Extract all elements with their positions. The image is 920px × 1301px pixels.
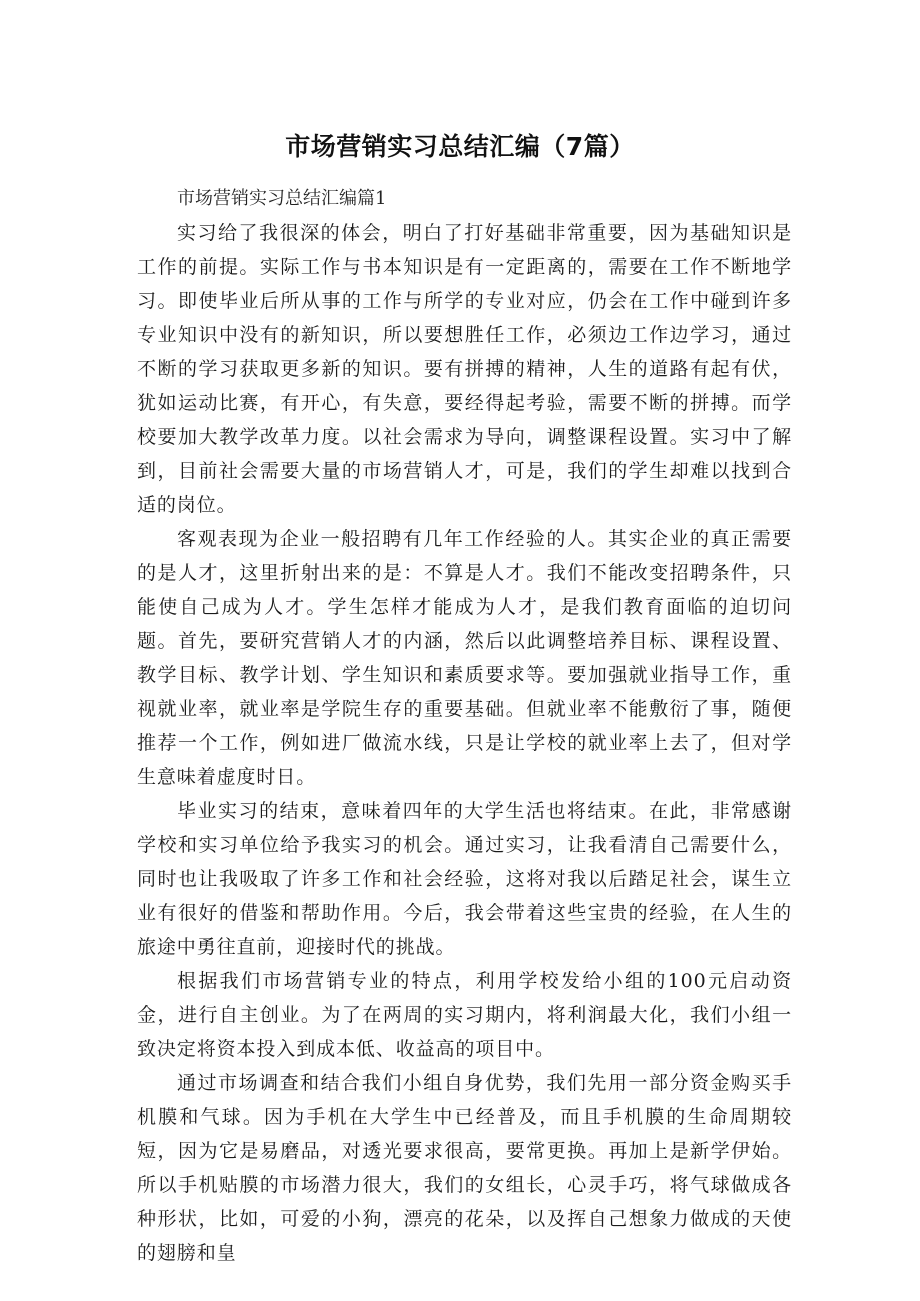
paragraph-3: 毕业实习的结束，意味着四年的大学生活也将结束。在此，非常感谢学校和实习单位给予我实习的机会。通过实习，让我看清自己需要什么，同时也让我吸取了许多工作和社会经验，这将对我以后踏足社会，谋生立业有很好的借鉴和帮助作用。今后，我会带着这些宝贵的经验，在人生的旅途中勇往直前，迎接时代的挑战。 — [137, 800, 792, 958]
paragraph-1: 实习给了我很深的体会，明白了打好基础非常重要，因为基础知识是工作的前提。实际工作与书本知识是有一定距离的，需要在工作不断地学习。即使毕业后所从事的工作与所学的专业对应，仍会在工作中碰到许多专业知识中没有的新知识，所以要想胜任工作，必须边工作边学习，通过不断的学习获取更多新的知识。要有拼搏的精神，人生的道路有起有伏，犹如运动比赛，有开心，有失意，要经得起考验，需要不断的拼搏。而学校要加大教学改革力度。以社会需求为导向，调整课程设置。实习中了解到，目前社会需要大量的市场营销人才，可是，我们的学生却难以找到合适的岗位。 — [137, 222, 792, 516]
document-title: 市场营销实习总结汇编（7篇） — [285, 131, 635, 161]
paragraph-5: 通过市场调查和结合我们小组自身优势，我们先用一部分资金购买手机膜和气球。因为手机在大学生中已经普及，而且手机膜的生命周期较短，因为它是易磨品，对透光要求很高，要常更换。再加上是新学伊始。所以手机贴膜的市场潜力很大，我们的女组长，心灵手巧，将气球做成各种形状，比如，可爱的小狗，漂亮的花朵，以及挥自己想象力做成的天使的翅膀和皇 — [137, 1072, 792, 1264]
section-subtitle: 市场营销实习总结汇编篇1 — [177, 188, 387, 209]
document-body — [137, 182, 792, 1270]
paragraph-2: 客观表现为企业一般招聘有几年工作经验的人。其实企业的真正需要的是人才，这里折射出来的是：不算是人才。我们不能改变招聘条件，只能使自己成为人才。学生怎样才能成为人才，是我们教育面临的迫切问题。首先，要研究营销人才的内涵，然后以此调整培养目标、课程设置、教学目标、教学计划、学生知识和素质要求等。要加强就业指导工作，重视就业率，就业率是学院生存的重要基础。但就业率不能敷衍了事，随便推荐一个工作，例如进厂做流水线，只是让学校的就业率上去了，但对学生意味着虚度时日。 — [137, 528, 792, 788]
paragraph-4: 根据我们市场营销专业的特点，利用学校发给小组的100元启动资金，进行自主创业。为了在两周的实习期内，将利润最大化，我们小组一致决定将资本投入到成本低、收益高的项目中。 — [137, 970, 792, 1060]
